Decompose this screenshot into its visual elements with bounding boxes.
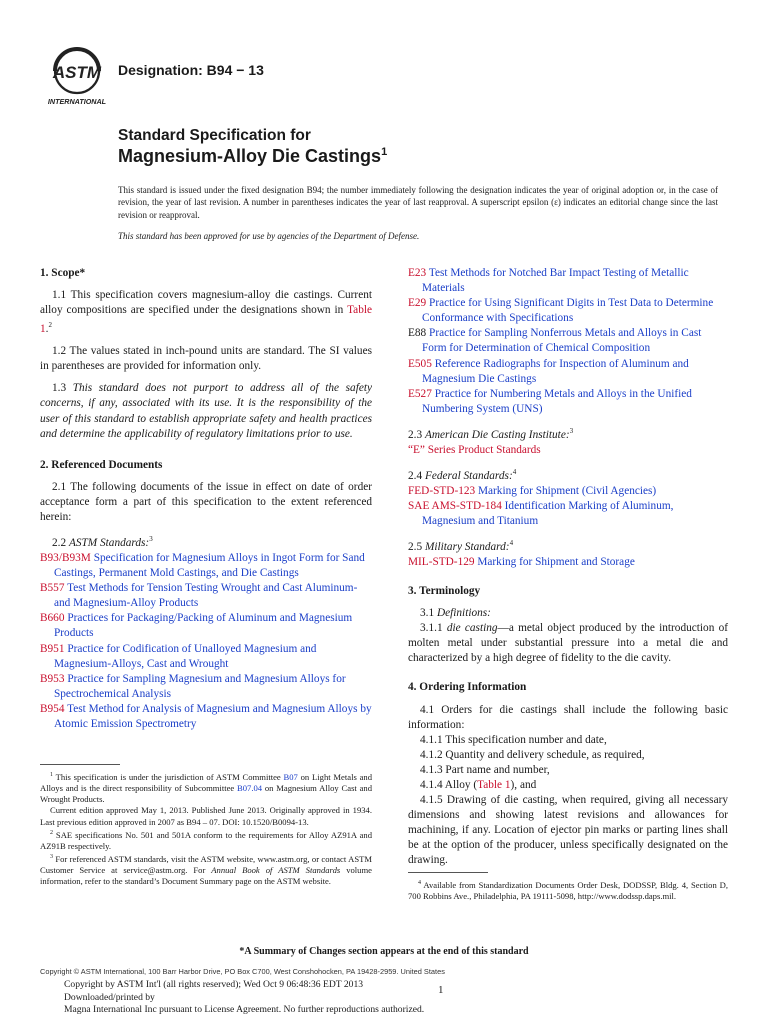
ref-item[interactable]: [408, 266, 728, 296]
adci-label-text: American Die Casting Institute:: [424, 428, 570, 441]
ref-title[interactable]: Identification Marking of Aluminum, Magnesium and Titanium: [422, 499, 674, 527]
fn2-mark: 2: [50, 829, 53, 836]
ref-title[interactable]: Test Methods for Notched Bar Impact Testing of Metallic Materials: [422, 267, 689, 295]
mil-label: [408, 536, 728, 555]
ref-code[interactable]: E505: [408, 357, 432, 370]
astm-label-num: 2.2: [52, 536, 69, 549]
fn1-mark: 1: [50, 772, 53, 778]
term-die-casting: die casting: [446, 622, 498, 635]
ref-title[interactable]: Practices for Packaging/Packing of Aluminum and Magnesium Products: [54, 612, 353, 640]
ref-code[interactable]: E23: [408, 267, 427, 279]
ref-item[interactable]: [408, 387, 728, 417]
ref-code[interactable]: B660: [40, 612, 65, 625]
footnote-4: [408, 878, 728, 902]
ref-title[interactable]: Practice for Using Significant Digits in Test Data to Determine Conformance with Specifications: [422, 297, 714, 325]
fn3-post: volume information, refer to the standard’s Document Summary page on the ASTM website.: [40, 865, 372, 887]
fn2-text: SAE specifications No. 501 and 501A conform to the requirements for Alloy AZ91A and AZ91B respectively.: [40, 829, 372, 851]
mil-label-text: Military Standard:: [424, 540, 510, 553]
ref-code[interactable]: FED-STD-123: [408, 484, 476, 497]
ref-code[interactable]: B953: [40, 672, 65, 685]
ref-item[interactable]: [40, 551, 372, 581]
ref-code[interactable]: B557: [40, 582, 65, 595]
ordering-item: 4.1.1 This specification number and date,: [420, 733, 607, 746]
ref-item[interactable]: [408, 499, 728, 529]
ref-item[interactable]: [40, 672, 372, 702]
scope-1-1-text: 1.1 This specification covers magnesium-alloy die castings. Current alloy compositions are specified under the designations shown in: [40, 289, 372, 317]
fn3-mark: 3: [50, 854, 53, 861]
term-3-1-label: Definitions:: [436, 607, 491, 620]
ref-item[interactable]: [408, 326, 728, 356]
left-column: [40, 266, 372, 732]
logo-text: ASTM: [52, 63, 102, 82]
term-definition: —a metal object produced by the introduction of molten metal under substantial pressure into a metal die and characterized by a high degree of fidelity to the die cavity.: [408, 622, 728, 665]
logo-subtext: INTERNATIONAL: [47, 97, 107, 106]
ref-title[interactable]: Marking for Shipment (Civil Agencies): [477, 484, 657, 497]
committee-link[interactable]: B07: [283, 771, 298, 782]
footnote-2: [40, 828, 372, 852]
ref-item[interactable]: [408, 357, 728, 387]
ordering-4-1: 4.1 Orders for die castings shall include the following basic information:: [408, 703, 728, 731]
ref-code[interactable]: MIL-STD-129: [408, 555, 475, 568]
adci-label: [408, 424, 728, 443]
ref-item[interactable]: [40, 642, 372, 672]
subcommittee-link[interactable]: B07.04: [237, 783, 263, 794]
ref-item[interactable]: [40, 581, 372, 611]
copyright: Copyright © ASTM International, 100 Barr Harbor Drive, PO Box C700, West Conshohocken, PA 19428-2959. United States: [40, 967, 445, 976]
term-3-1-num: 3.1: [420, 607, 437, 620]
license-line1: Copyright by ASTM Int'l (all rights reserved); Wed Oct 9 06:48:36 EDT 2013: [64, 979, 364, 990]
ordering-heading: 4. Ordering Information: [408, 681, 527, 694]
summary-note: *A Summary of Changes section appears at the end of this standard: [239, 946, 529, 957]
ref-item[interactable]: [408, 296, 728, 326]
alloy-pre: 4.1.4 Alloy (: [420, 779, 478, 792]
terminology-heading: 3. Terminology: [408, 584, 481, 597]
ref-item[interactable]: [40, 702, 372, 732]
footnote-mark-2: 2: [48, 321, 52, 330]
fn4-mark: 4: [418, 880, 421, 886]
fn1-post: on Magnesium Alloy Cast and Wrought Products.: [40, 783, 372, 805]
alloy-post: ), and: [510, 779, 537, 792]
terminology-3-1-1: [408, 621, 728, 666]
ref-code[interactable]: E88: [408, 327, 427, 340]
license-footer: [64, 979, 424, 1017]
footnote-3: [40, 852, 372, 887]
license-line3: Magna International Inc pursuant to License Agreement. No further reproductions authorized.: [64, 1004, 425, 1015]
astm-logo: [42, 46, 112, 106]
fed-label: [408, 465, 728, 484]
fn3-italic: Annual Book of ASTM Standards: [211, 865, 341, 876]
right-column: [408, 266, 728, 869]
scope-1-2: 1.2 The values stated in inch-pound units are standard. The SI values in parentheses are provided for information only.: [40, 345, 372, 373]
designation: Designation: B94 − 13: [118, 62, 264, 78]
footnote-mark-3: 3: [569, 426, 574, 435]
terminology-3-1: [408, 606, 728, 621]
astm-label-text: ASTM Standards:: [68, 536, 150, 549]
scope-heading: 1. Scope*: [40, 267, 86, 279]
fed-label-num: 2.4: [408, 469, 425, 482]
issue-note: This standard is issued under the fixed designation B94; the number immediately following the designation indicates the year of original adoption or, in the case of revision, the year of last revision. A number in parentheses indicates the year of last reapproval. A superscript epsilon (ε) indicates an editorial change since the last revision or reapproval.: [118, 185, 718, 220]
ref-code[interactable]: B951: [40, 642, 65, 655]
scope-1-1-end: .: [45, 323, 49, 336]
page-title: [118, 146, 387, 167]
title-footnote-mark: 1: [381, 146, 388, 158]
ref-code[interactable]: E29: [408, 297, 427, 310]
footnote-edition: Current edition approved May 1, 2013. Published June 2013. Originally approved in 1934. Last previous edition approved in 2007 as B94 – 07. DOI: 10.1520/B0094-13.: [40, 805, 372, 827]
ordering-item: 4.1.2 Quantity and delivery schedule, as required,: [420, 748, 645, 761]
scope-1-3-num: 1.3: [52, 382, 73, 395]
footnote-mark-4: 4: [509, 539, 514, 548]
title-text: Magnesium-Alloy Die Castings: [118, 146, 382, 166]
adci-ref[interactable]: “E” Series Product Standards: [408, 443, 541, 456]
scope-1-3: [40, 381, 372, 441]
ordering-item-alloy: [408, 778, 728, 793]
fn1-mid: on Light Metals and Alloys and is the direct responsibility of Subcommittee: [40, 771, 372, 794]
ref-item[interactable]: [40, 611, 372, 641]
fn3-pre: For referenced ASTM standards, visit the ASTM website, www.astm.org, or contact ASTM Customer Service at service@astm.org. For: [40, 854, 372, 876]
ref-item[interactable]: [408, 555, 728, 570]
term-3-1-1-num: 3.1.1: [420, 622, 447, 635]
ref-code[interactable]: B954: [40, 702, 65, 715]
referenced-heading: 2. Referenced Documents: [40, 458, 163, 471]
footnote-rule-left: [40, 764, 120, 765]
ref-title[interactable]: Marking for Shipment and Storage: [477, 555, 635, 568]
ref-title[interactable]: Practice for Numbering Metals and Alloys in the Unified Numbering System (UNS): [422, 387, 692, 415]
ref-title[interactable]: Specification for Magnesium Alloys in Ingot Form for Sand Castings, Permanent Mold Castings, and Die Castings: [54, 551, 365, 580]
license-line2: Downloaded/printed by: [64, 991, 155, 1003]
footnotes-right: [408, 878, 728, 902]
fn1-pre: This specification is under the jurisdiction of ASTM Committee: [53, 771, 284, 782]
table1-link[interactable]: Table 1: [477, 779, 511, 792]
ref-title[interactable]: Test Method for Analysis of Magnesium and Magnesium Alloys by Atomic Emission Spectrometry: [54, 702, 372, 730]
footnotes-left: [40, 770, 372, 888]
scope-1-3-text: This standard does not purport to address all of the safety concerns, if any, associated with its use. It is the responsibility of the user of this standard to establish appropriate safety and health practices and determine the applicability of regulatory limitations prior to use.: [40, 382, 373, 440]
referenced-2-1: 2.1 The following documents of the issue in effect on date of order acceptance form a part of this specification to the extent referenced herein:: [40, 480, 372, 523]
dod-note: This standard has been approved for use by agencies of the Department of Defense.: [118, 231, 420, 241]
ordering-item: 4.1.3 Part name and number,: [420, 763, 550, 776]
ordering-4-1-5: 4.1.5 Drawing of die casting, when required, giving all necessary dimensions and showing latest revisions and allowances for machining, if any. Location of ejector pin marks or parting lines shall be at the option of the producer, unless specifically designated on the drawing.: [408, 794, 728, 867]
ref-item[interactable]: [408, 484, 728, 499]
ref-title[interactable]: Test Methods for Tension Testing Wrought and Cast Aluminum- and Magnesium-Alloy Products: [54, 582, 358, 610]
ref-code[interactable]: SAE AMS-STD-184: [408, 499, 502, 512]
ref-title[interactable]: Practice for Sampling Magnesium and Magnesium Alloys for Spectrochemical Analysis: [54, 672, 346, 700]
table1-link[interactable]: Table 1: [40, 304, 372, 336]
footnote-mark-3: 3: [149, 535, 153, 544]
fn4-text: Available from Standardization Documents Order Desk, DODSSP, Bldg. 4, Section D, 700 Robbins Ave., Philadelphia, PA 19111-5098, http://www.dodssp.daps.mil.: [408, 879, 728, 902]
ref-title[interactable]: Practice for Sampling Nonferrous Metals and Alloys in Cast Form for Determination of Chemical Composition: [422, 327, 702, 355]
mil-label-num: 2.5: [408, 540, 425, 553]
ref-code[interactable]: E527: [408, 387, 432, 400]
scope-1-1: [40, 288, 372, 337]
adci-label-num: 2.3: [408, 428, 425, 441]
title-line1: Standard Specification for: [118, 127, 311, 144]
ref-title[interactable]: Reference Radiographs for Inspection of Aluminum and Magnesium Die Castings: [422, 357, 689, 385]
ref-code[interactable]: B93/B93M: [40, 551, 91, 564]
fed-label-text: Federal Standards:: [424, 469, 513, 482]
footnote-rule-right: [408, 872, 488, 873]
ref-title[interactable]: Practice for Codification of Unalloyed Magnesium and Magnesium-Alloys, Cast and Wrought: [54, 642, 317, 670]
page-number: 1: [438, 984, 444, 996]
footnote-1: [40, 770, 372, 805]
astm-standards-label: [40, 532, 372, 551]
footnote-mark-4: 4: [512, 467, 517, 476]
